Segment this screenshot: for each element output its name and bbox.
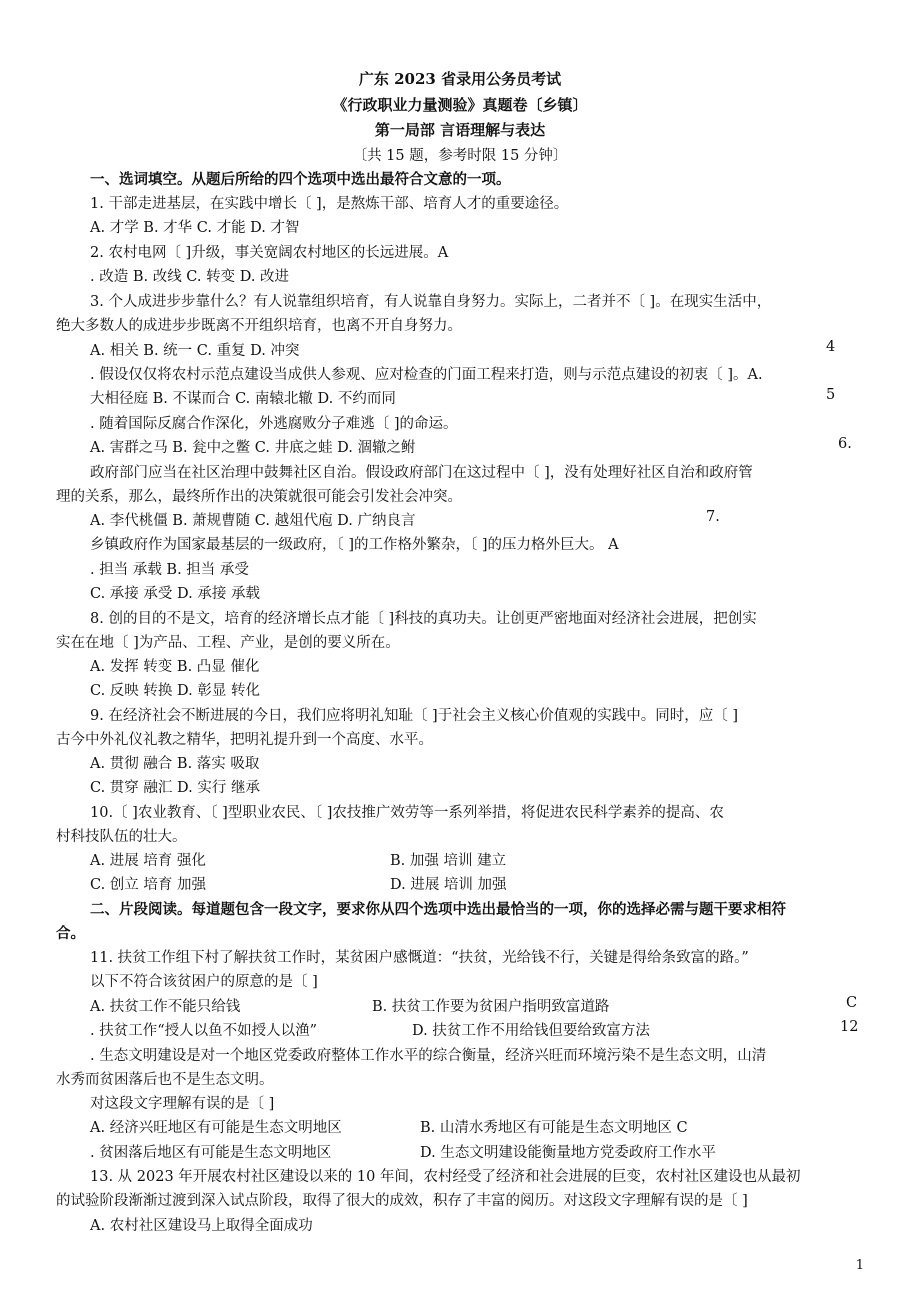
question-8-options-ab: A. 发挥 转变 B. 凸显 催化 [90, 659, 260, 675]
question-12-prompt: 对这段文字理解有误的是〔 ] [90, 1096, 275, 1112]
question-10-option-c: C. 创立 培育 加强 [90, 877, 207, 893]
section-2-heading: 二、片段阅读。每道题包含一段文字，要求你从四个选项中选出最恰当的一项，你的选择必需与题干要求相符 [90, 901, 786, 918]
question-3-options: A. 相关 B. 统一 C. 重复 D. 冲突 [90, 343, 300, 359]
question-7-number: 7. [706, 509, 720, 525]
question-10-option-a: A. 进展 培育 强化 [90, 853, 206, 869]
question-11-option-a: A. 扶贫工作不能只给钱 [90, 999, 241, 1015]
question-5-options: A. 害群之马 B. 瓮中之鳖 C. 井底之蛙 D. 涸辙之鲋 [90, 440, 416, 456]
question-10-option-b: B. 加强 培训 建立 [390, 853, 507, 869]
question-9: 9. 在经济社会不断进展的今日，我们应将明礼知耻〔 ]于社会主义核心价值观的实践中。同时，应〔 ] [90, 708, 738, 724]
question-10-option-d: D. 进展 培训 加强 [390, 877, 507, 893]
question-4-number: 4 [826, 339, 836, 355]
section-2-heading-cont: 合。 [56, 925, 85, 942]
question-8-cont: 实在在地〔 ]为产品、工程、产业，是创的要义所在。 [56, 635, 400, 651]
question-1-options: A. 才学 B. 才华 C. 才能 D. 才智 [90, 220, 300, 236]
question-9-cont: 古今中外礼仪礼教之精华，把明礼提升到一个高度、水平。 [56, 732, 433, 748]
question-12-cont: 水秀而贫困落后也不是生态文明。 [56, 1072, 274, 1088]
question-7: 乡镇政府作为国家最基层的一级政府，〔 ]的工作格外繁杂，〔 ]的压力格外巨大。 A [90, 537, 619, 553]
question-13: 13. 从 2023 年开展农村社区建设以来的 10 年间，农村经受了经济和社会进展的巨变，农村社区建设也从最初 [90, 1169, 801, 1185]
question-6-options: A. 李代桃僵 B. 萧规曹随 C. 越俎代庖 D. 广纳良言 [90, 513, 416, 529]
question-3: 3. 个人成进步步靠什么？有人说靠组织培育，有人说靠自身努力。实际上，二者并不〔 ]。在现实生活中， [90, 294, 772, 310]
question-12-option-d: D. 生态文明建设能衡量地方党委政府工作水平 [420, 1145, 716, 1161]
section-1-heading: 一、选词填空。从题后所给的四个选项中选出最符合文意的一项。 [90, 171, 511, 188]
question-12-option-b: B. 山清水秀地区有可能是生态文明地区 C [420, 1120, 688, 1136]
time-note: 〔共 15 题，参考时限 15 分钟〕 [352, 148, 568, 164]
question-8-options-cd: C. 反映 转换 D. 彰显 转化 [90, 683, 260, 699]
question-10: 10.〔 ]农业教育、〔 ]型职业农民、〔 ]农技推广效劳等一系列举措，将促进农民科学素养的提高、农 [90, 805, 724, 821]
page-number: 1 [855, 1258, 864, 1273]
question-5: . 随着国际反腐合作深化，外逃腐败分子难逃〔 ]的命运。 [90, 416, 458, 432]
question-7-options-ab: . 担当 承载 B. 担当 承受 [90, 562, 249, 578]
question-12-number: 12 [840, 1019, 859, 1035]
question-11-option-d: D. 扶贫工作不用给钱但要给致富方法 [412, 1023, 650, 1039]
question-1: 1. 干部走进基层，在实践中增长〔 ]，是熬炼干部、培育人才的重要途径。 [90, 196, 569, 212]
question-6-number: 6. [838, 436, 852, 452]
question-2: 2. 农村电网〔 ]升级，事关宽阔农村地区的长远进展。A [90, 245, 449, 261]
question-11-prompt: 以下不符合该贫困户的原意的是〔 ] [90, 974, 318, 990]
question-13-cont: 的试验阶段渐渐过渡到深入试点阶段，取得了很大的成效，积存了丰富的阅历。对这段文字理解有误的是〔 ] [56, 1193, 748, 1209]
question-4: . 假设仅仅将农村示范点建设当成供人参观、应对检查的门面工程来打造，则与示范点建设的初衷〔 ]。A. [90, 367, 763, 383]
question-7-options-cd: C. 承接 承受 D. 承接 承载 [90, 586, 260, 602]
question-12: . 生态文明建设是对一个地区党委政府整体工作水平的综合衡量，经济兴旺而环境污染不是生态文明，山清 [90, 1048, 767, 1064]
question-6: 政府部门应当在社区治理中鼓舞社区自治。假设政府部门在这过程中〔 ]，没有处理好社区自治和政府管 [90, 465, 753, 481]
question-4-options: 大相径庭 B. 不谋而合 C. 南辕北辙 D. 不约而同 [90, 391, 396, 407]
document-title: 广东 2023 省录用公务员考试 [358, 70, 562, 88]
part-heading: 第一局部 言语理解与表达 [374, 121, 546, 139]
question-8: 8. 创的目的不是文，培育的经济增长点才能〔 ]科技的真功夫。让创更严密地面对经济社会进展，把创实 [90, 611, 757, 627]
question-5-number: 5 [826, 387, 836, 403]
question-13-option-a: A. 农村社区建设马上取得全面成功 [90, 1218, 313, 1234]
question-9-options-ab: A. 贯彻 融合 B. 落实 吸取 [90, 756, 260, 772]
question-9-options-cd: C. 贯穿 融汇 D. 实行 继承 [90, 780, 260, 796]
question-10-cont: 村科技队伍的壮大。 [56, 829, 187, 845]
question-11-option-b: B. 扶贫工作要为贫困户指明致富道路 [372, 999, 610, 1015]
question-6-cont: 理的关系，那么，最终所作出的决策就很可能会引发社会冲突。 [56, 489, 462, 505]
question-12-option-a: A. 经济兴旺地区有可能是生态文明地区 [90, 1120, 342, 1136]
question-3-cont: 绝大多数人的成进步步既离不开组织培育，也离不开自身努力。 [56, 318, 462, 334]
question-12-option-c: . 贫困落后地区有可能是生态文明地区 [90, 1145, 332, 1161]
question-11-option-c-label: C [846, 995, 858, 1011]
question-11: 11. 扶贫工作组下村了解扶贫工作时，某贫困户感慨道：“扶贫，光给钱不行，关键是得给条致富的路。” [90, 950, 749, 966]
document-subtitle: 《行政职业力量测验》真题卷〔乡镇〕 [332, 96, 588, 114]
question-2-options: . 改造 B. 改线 C. 转变 D. 改进 [90, 269, 290, 285]
question-11-option-c: . 扶贫工作“授人以鱼不如授人以渔” [90, 1023, 318, 1039]
